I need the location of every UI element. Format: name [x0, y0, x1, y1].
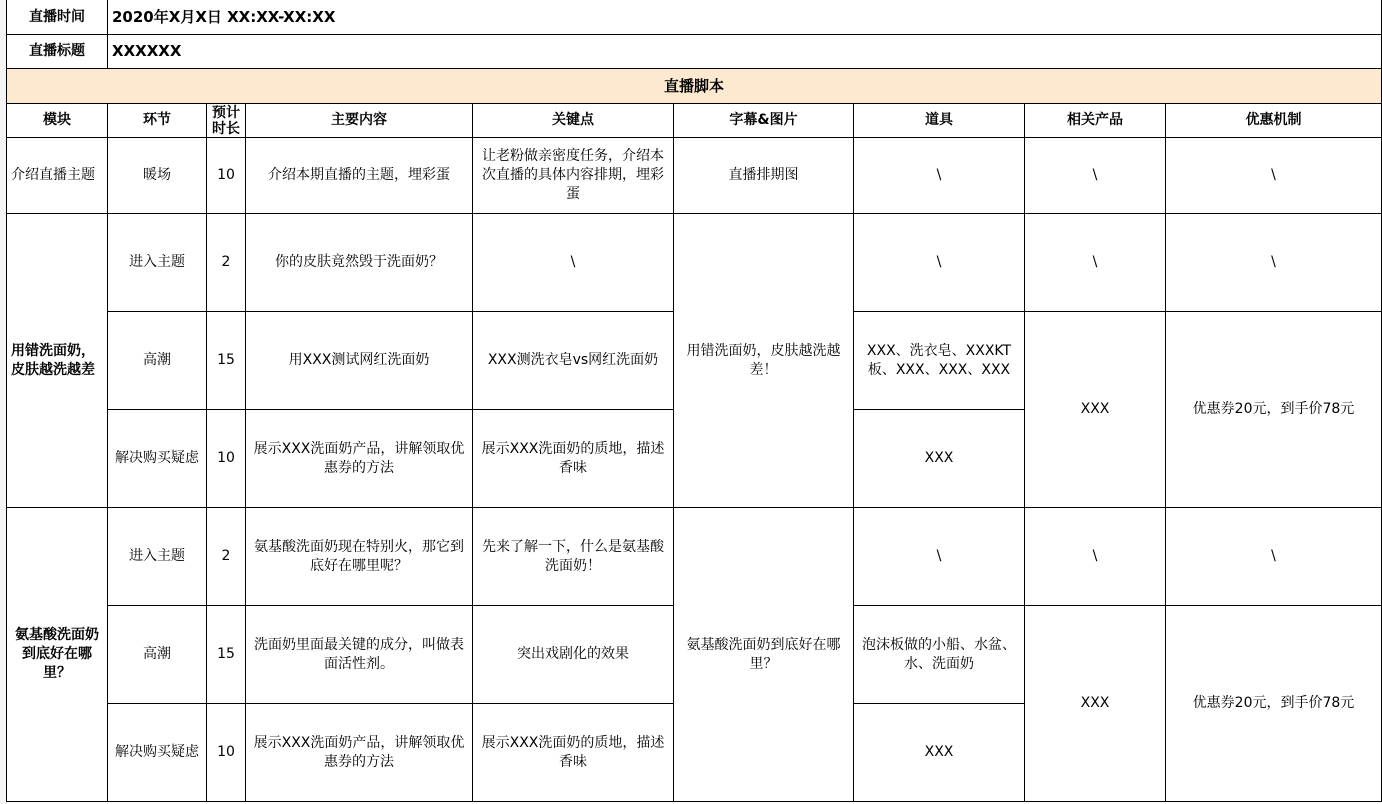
product-cell[interactable]: XXX — [1025, 606, 1166, 802]
live-script-table — [6, 0, 1382, 802]
stage-cell[interactable]: 解决购买疑虑 — [108, 410, 207, 508]
stage-cell[interactable]: 解决购买疑虑 — [108, 704, 207, 802]
key-point-cell[interactable]: 突出戏剧化的效果 — [473, 606, 674, 704]
props-cell[interactable]: XXX — [854, 410, 1025, 508]
promo-cell[interactable]: \ — [1166, 508, 1382, 606]
content-cell[interactable]: 氨基酸洗面奶现在特别火，那它到底好在哪里呢？ — [246, 508, 473, 606]
col-header-product[interactable]: 相关产品 — [1025, 104, 1166, 138]
duration-cell[interactable]: 10 — [207, 410, 246, 508]
col-header-stage[interactable]: 环节 — [108, 104, 207, 138]
promo-cell[interactable]: 优惠券20元，到手价78元 — [1166, 606, 1382, 802]
content-cell[interactable]: 洗面奶里面最关键的成分，叫做表面活性剂。 — [246, 606, 473, 704]
key-point-cell[interactable]: 先来了解一下，什么是氨基酸洗面奶！ — [473, 508, 674, 606]
banner-row — [7, 69, 1382, 104]
col-header-module[interactable]: 模块 — [7, 104, 108, 138]
content-cell[interactable]: 展示XXX洗面奶产品，讲解领取优惠券的方法 — [246, 704, 473, 802]
props-cell[interactable]: 泡沫板做的小船、水盆、水、洗面奶 — [854, 606, 1025, 704]
title-value[interactable]: XXXXXX — [108, 35, 1382, 69]
key-point-cell[interactable]: 让老粉做亲密度任务，介绍本次直播的具体内容排期，埋彩蛋 — [473, 138, 674, 214]
promo-cell[interactable]: 优惠券20元，到手价78元 — [1166, 312, 1382, 508]
duration-cell[interactable]: 10 — [207, 138, 246, 214]
product-cell[interactable]: XXX — [1025, 312, 1166, 508]
caption-cell[interactable]: 用错洗面奶，皮肤越洗越差！ — [674, 214, 854, 508]
duration-cell[interactable]: 15 — [207, 606, 246, 704]
content-cell[interactable]: 介绍本期直播的主题，埋彩蛋 — [246, 138, 473, 214]
duration-cell[interactable]: 15 — [207, 312, 246, 410]
table-row — [7, 508, 1382, 606]
col-header-key-point[interactable]: 关键点 — [473, 104, 674, 138]
table-row — [7, 138, 1382, 214]
stage-cell[interactable]: 进入主题 — [108, 214, 207, 312]
duration-cell[interactable]: 2 — [207, 508, 246, 606]
product-cell[interactable]: \ — [1025, 138, 1166, 214]
script-banner[interactable]: 直播脚本 — [7, 69, 1382, 104]
col-header-promo[interactable]: 优惠机制 — [1166, 104, 1382, 138]
title-row — [7, 35, 1382, 69]
col-header-content[interactable]: 主要内容 — [246, 104, 473, 138]
caption-cell[interactable]: 氨基酸洗面奶到底好在哪里？ — [674, 508, 854, 802]
key-point-cell[interactable]: \ — [473, 214, 674, 312]
key-point-cell[interactable]: 展示XXX洗面奶的质地，描述香味 — [473, 704, 674, 802]
duration-cell[interactable]: 2 — [207, 214, 246, 312]
promo-cell[interactable]: \ — [1166, 214, 1382, 312]
content-cell[interactable]: 用XXX测试网红洗面奶 — [246, 312, 473, 410]
product-cell[interactable]: \ — [1025, 214, 1166, 312]
caption-cell[interactable]: 直播排期图 — [674, 138, 854, 214]
time-row — [7, 0, 1382, 35]
key-point-cell[interactable]: 展示XXX洗面奶的质地，描述香味 — [473, 410, 674, 508]
column-header-row — [7, 104, 1382, 138]
module-cell[interactable]: 氨基酸洗面奶到底好在哪里？ — [7, 508, 108, 802]
props-cell[interactable]: \ — [854, 508, 1025, 606]
col-header-caption[interactable]: 字幕&图片 — [674, 104, 854, 138]
module-cell[interactable]: 用错洗面奶，皮肤越洗越差 — [7, 214, 108, 508]
content-cell[interactable]: 你的皮肤竟然毁于洗面奶？ — [246, 214, 473, 312]
duration-cell[interactable]: 10 — [207, 704, 246, 802]
col-header-props[interactable]: 道具 — [854, 104, 1025, 138]
table-row — [7, 214, 1382, 312]
module-cell[interactable]: 介绍直播主题 — [7, 138, 108, 214]
content-cell[interactable]: 展示XXX洗面奶产品，讲解领取优惠券的方法 — [246, 410, 473, 508]
props-cell[interactable]: \ — [854, 214, 1025, 312]
stage-cell[interactable]: 进入主题 — [108, 508, 207, 606]
time-value[interactable]: 2020年X月X日 XX:XX-XX:XX — [108, 0, 1382, 35]
title-label[interactable]: 直播标题 — [7, 35, 108, 69]
time-label[interactable]: 直播时间 — [7, 0, 108, 35]
key-point-cell[interactable]: XXX测洗衣皂vs网红洗面奶 — [473, 312, 674, 410]
props-cell[interactable]: XXX、洗衣皂、XXXKT板、XXX、XXX、XXX — [854, 312, 1025, 410]
promo-cell[interactable]: \ — [1166, 138, 1382, 214]
stage-cell[interactable]: 暖场 — [108, 138, 207, 214]
stage-cell[interactable]: 高潮 — [108, 312, 207, 410]
stage-cell[interactable]: 高潮 — [108, 606, 207, 704]
props-cell[interactable]: \ — [854, 138, 1025, 214]
col-header-duration[interactable]: 预计时长 — [207, 104, 246, 138]
props-cell[interactable]: XXX — [854, 704, 1025, 802]
product-cell[interactable]: \ — [1025, 508, 1166, 606]
